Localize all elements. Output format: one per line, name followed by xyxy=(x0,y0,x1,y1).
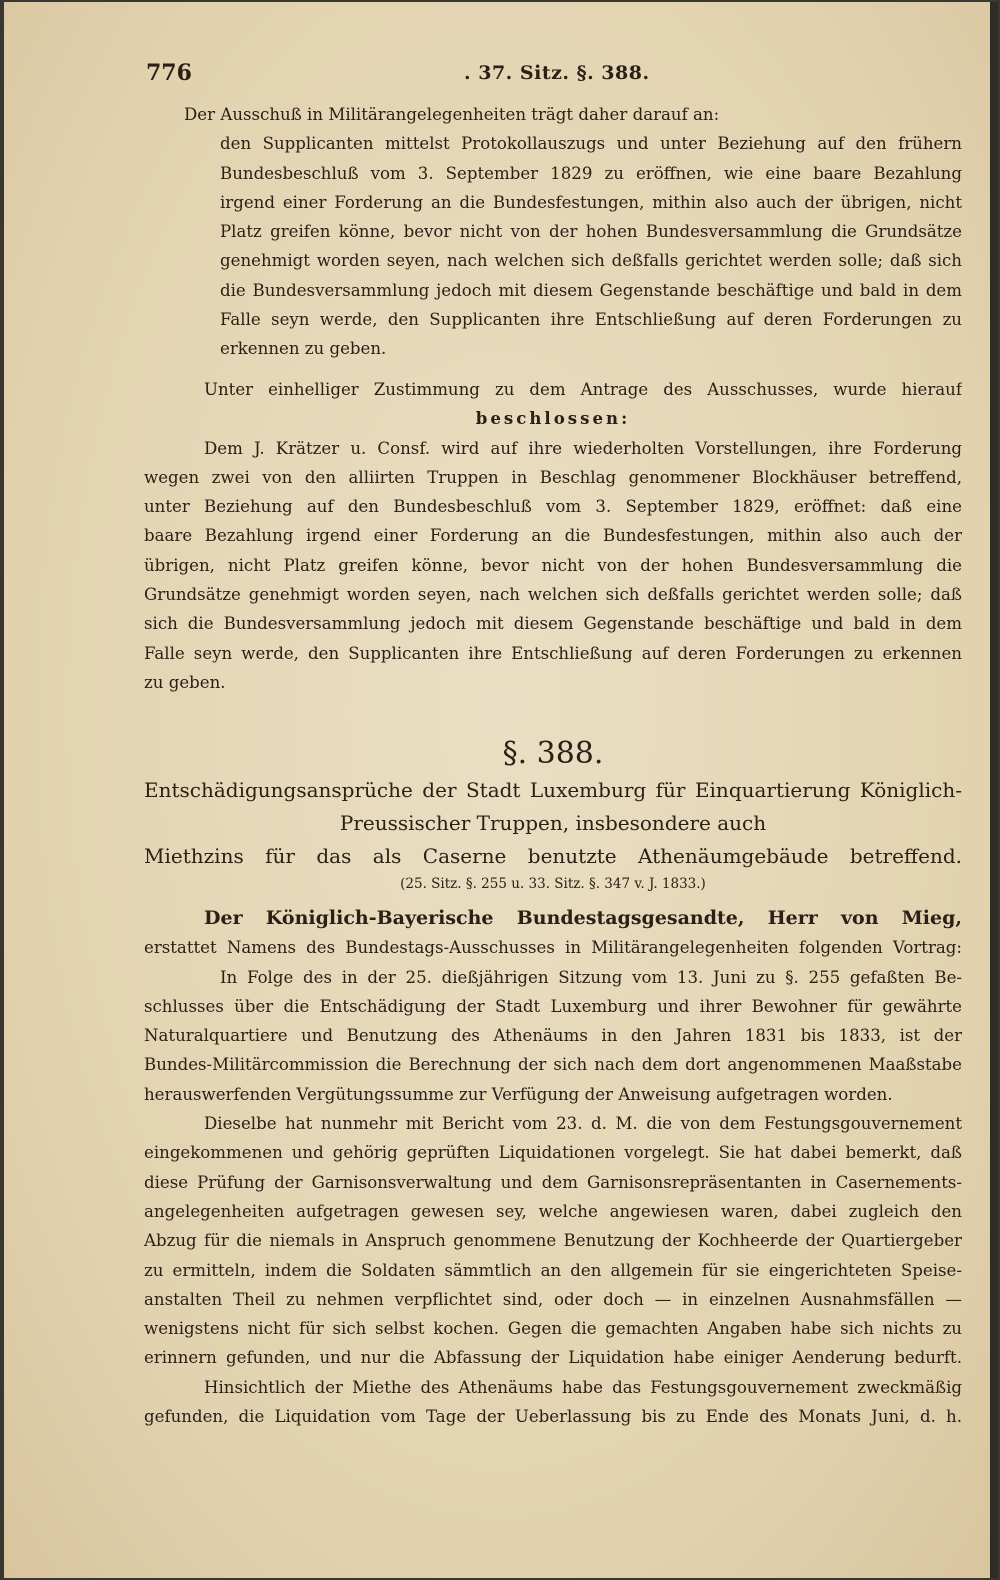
text-line: Falle seyn werde, den Supplicanten ihre Entschließung auf deren Forderungen zu xyxy=(220,310,962,330)
text-line: anstalten Theil zu nehmen verpflichtet sind, oder doch — in einzelnen Ausnahmsfällen — xyxy=(144,1289,962,1309)
text-line: erinnern gefunden, und nur die Abfassung der Liquidation habe einiger Aenderung bedurft. xyxy=(144,1348,962,1368)
resolution-intro: Unter einhelliger Zustimmung zu dem Antrage des Ausschusses, wurde hierauf xyxy=(204,380,962,399)
text-line: gefunden, die Liquidation vom Tage der Ueberlassung bis zu Ende des Monats Juni, d. h. xyxy=(144,1407,962,1427)
text-line: zu geben. xyxy=(144,672,226,692)
text-line: erkennen zu geben. xyxy=(220,339,387,359)
text-line: baare Bezahlung irgend einer Forderung an die Bundesfestungen, mithin also auch der xyxy=(144,526,962,546)
text-line: diese Prüfung der Garnisonsverwaltung und dem Garnisonsrepräsentanten in Casernements- xyxy=(144,1172,962,1192)
text-line: Naturalquartiere und Benutzung des Athenäums in den Jahren 1831 bis 1833, ist der xyxy=(144,1026,962,1046)
text-line: In Folge des in der 25. dießjährigen Sitzung vom 13. Juni zu §. 255 gefaßten Be- xyxy=(220,967,962,987)
committee-recommendation xyxy=(144,100,962,364)
section-reference xyxy=(144,870,962,899)
section-title-line: Miethzins für das als Caserne benutzte Athenäumgebäude betreffend. xyxy=(144,844,962,868)
section-number: §. 388. xyxy=(502,736,604,771)
text-line: Hinsichtlich der Miethe des Athenäums habe das Festungsgouvernement zweckmäßig xyxy=(204,1377,962,1397)
text-line: Falle seyn werde, den Supplicanten ihre Entschließung auf deren Forderungen zu erkennen xyxy=(144,643,962,663)
text-line: Abzug für die niemals in Anspruch genommene Benutzung der Kochheerde der Quartiergeber xyxy=(144,1231,962,1251)
text-line: Bundesbeschluß vom 3. September 1829 zu eröffnen, wie eine baare Bezahlung xyxy=(220,163,962,183)
section-title xyxy=(144,774,962,873)
text-line: irgend einer Forderung an die Bundesfestungen, mithin also auch der übrigen, nicht xyxy=(220,192,962,212)
text-line: die Bundesversammlung jedoch mit diesem Gegenstande beschäftige und bald in dem xyxy=(220,280,962,300)
text-line: sich die Bundesversammlung jedoch mit diesem Gegenstande beschäftige und bald in dem xyxy=(144,614,962,634)
page-header xyxy=(144,60,964,90)
report-body xyxy=(144,904,962,1431)
text-line: erstattet Namens des Bundestags-Ausschusses in Militärangelegenheiten folgenden Vortrag: xyxy=(144,938,962,958)
text-line: genehmigt worden seyen, nach welchen sich deßfalls gerichtet werden solle; daß sich xyxy=(220,251,962,271)
text-line: zu ermitteln, indem die Soldaten sämmtlich an den allgemein für sie eingerichteten Speise- xyxy=(144,1260,962,1280)
text-line: wegen zwei von den alliirten Truppen in Beschlag genommener Blockhäuser betreffend, xyxy=(144,467,962,487)
resolution xyxy=(144,375,962,697)
section-title-line: Preussischer Truppen, insbesondere auch xyxy=(339,811,767,835)
text-line: Dieselbe hat nunmehr mit Bericht vom 23. d. M. die von dem Festungsgouvernement xyxy=(204,1114,962,1134)
text-line: schlusses über die Entschädigung der Stadt Luxemburg und ihrer Bewohner für gewährte xyxy=(144,996,962,1016)
resolution-heading: beschlossen: xyxy=(475,408,631,429)
running-title: . 37. Sitz. §. 388. xyxy=(464,62,650,84)
text-line: Grundsätze genehmigt worden seyen, nach welchen sich deßfalls gerichtet werden solle; daß xyxy=(144,585,962,605)
text-line: wenigstens nicht für sich selbst kochen. Gegen die gemachten Angaben habe sich nichts zu xyxy=(144,1319,962,1339)
reference-line: (25. Sitz. §. 255 u. 33. Sitz. §. 347 v. J. 1833.) xyxy=(400,876,706,892)
text-line: Der Ausschuß in Militärangelegenheiten trägt daher darauf an: xyxy=(184,105,720,124)
section-title-line: Entschädigungsansprüche der Stadt Luxemburg für Einquartierung Königlich- xyxy=(144,778,962,802)
text-line: unter Beziehung auf den Bundesbeschluß vom 3. September 1829, eröffnet: daß eine xyxy=(144,497,962,517)
text-line: angelegenheiten aufgetragen gewesen sey, welche angewiesen waren, dabei zugleich den xyxy=(144,1201,962,1221)
text-line: Dem J. Krätzer u. Consf. wird auf ihre wiederholten Vorstellungen, ihre Forderung xyxy=(204,438,962,458)
text-line: Platz greifen könne, bevor nicht von der hohen Bundesversammlung die Grundsätze xyxy=(220,222,962,242)
scanned-page xyxy=(4,2,998,1578)
page-number: 776 xyxy=(146,60,192,86)
page-edge-shadow xyxy=(990,2,998,1578)
text-line: herauswerfenden Vergütungssumme zur Verfügung der Anweisung aufgetragen worden. xyxy=(144,1084,893,1104)
text-line: eingekommenen und gehörig geprüften Liquidationen vorgelegt. Sie hat dabei bemerkt, daß xyxy=(144,1143,962,1163)
text-line: den Supplicanten mittelst Protokollauszugs und unter Beziehung auf den frühern xyxy=(220,134,962,154)
text-line: Bundes-Militärcommission die Berechnung der sich nach dem dort angenommenen Maaßstabe xyxy=(144,1055,962,1075)
text-line: Der Königlich-Bayerische Bundestagsgesandte, Herr von Mieg, xyxy=(204,907,962,929)
text-line: übrigen, nicht Platz greifen könne, bevor nicht von der hohen Bundesversammlung die xyxy=(144,555,962,575)
